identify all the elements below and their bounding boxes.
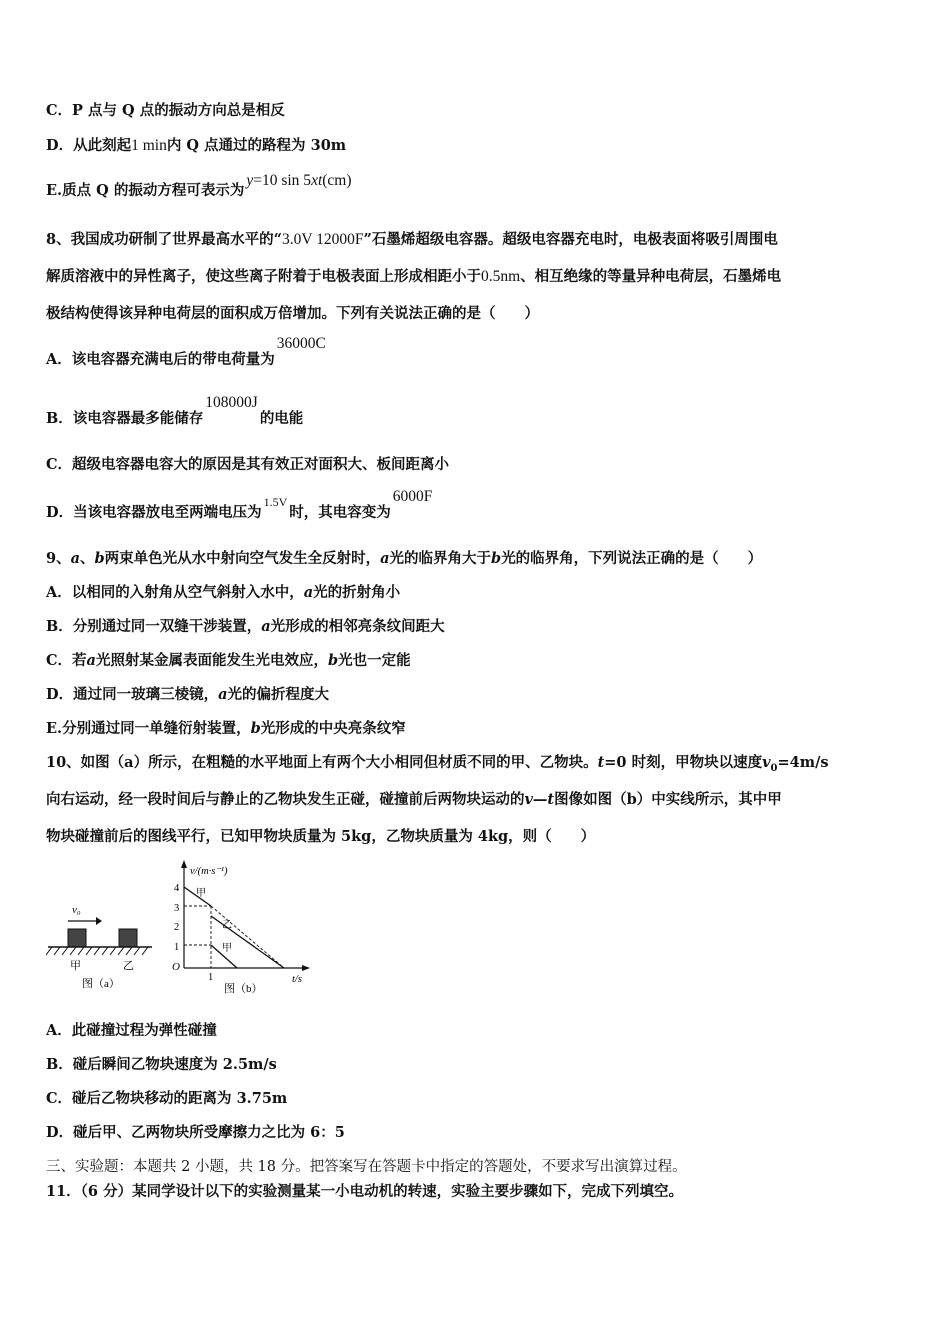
q9-option-c: C．若a光照射某金属表面能发生光电效应，b光也一定能 [46, 652, 411, 669]
option-c-pq: C．P 点与 Q 点的振动方向总是相反 [46, 102, 285, 119]
ground-hatch [46, 947, 148, 955]
x-axis-arrow [302, 965, 310, 971]
caption-b: 图（b） [224, 983, 263, 995]
v0-arrowhead [96, 917, 102, 925]
tick-x-1: 1 [208, 972, 214, 983]
caption-a: 图（a） [82, 978, 120, 990]
q8-line1: 8、我国成功研制了世界最高水平的“3.0V 12000F”石墨烯超级电容器。超级电容器充电时，电极表面将吸引周围电 [46, 231, 778, 248]
q8-option-c: C．超级电容器电容大的原因是其有效正对面积大、板间距离小 [46, 456, 450, 473]
label-jia-bot: 甲 [222, 943, 232, 954]
x-axis-label: t/s [292, 974, 302, 985]
tick-y-3: 3 [174, 903, 180, 914]
section-3-heading: 三、实验题：本题共 2 小题，共 18 分。把答案写在答题卡中指定的答题处，不要求写出演算过程。 [46, 1159, 687, 1175]
origin-label: O [172, 961, 180, 973]
q8-option-a: A．该电容器充满电后的带电荷量为36000C [46, 335, 326, 368]
figure-a [46, 895, 158, 995]
block-jia [68, 929, 86, 947]
label-yi-mid: 乙 [222, 920, 232, 931]
q8-option-d: D．当该电容器放电至两端电压为$^{1.5V}$时，其电容变为6000F [46, 488, 433, 521]
q10-option-a: A．此碰撞过程为弹性碰撞 [46, 1022, 217, 1039]
q8-option-b: B．该电容器最多能储存108000J的电能 [46, 394, 304, 427]
tick-y-4: 4 [174, 883, 180, 894]
q10-option-c: C．碰后乙物块移动的距离为 3.75m [46, 1090, 288, 1107]
label-jia-top: 甲 [196, 888, 206, 899]
q10-option-d: D．碰后甲、乙两物块所受摩擦力之比为 6：5 [46, 1124, 345, 1141]
q10-line2: 向右运动，经一段时间后与静止的乙物块发生正碰，碰撞前后两物块运动的v—t图像如图（b）中实线所示，其中甲 [46, 791, 782, 808]
tick-y-1: 1 [174, 942, 180, 953]
q10-line1: 10、如图（a）所示，在粗糙的水平地面上有两个大小相同但材质不同的甲、乙物块。t=0 时刻，甲物块以速度$v_0=4m/s$ [46, 754, 829, 774]
q10-line3: 物块碰撞前后的图线平行，已知甲物块质量为 5kg，乙物块质量为 4kg，则（ ） [46, 828, 596, 845]
y-axis-label: v/(m·s⁻¹) [190, 866, 228, 877]
v0-label: v₀ [72, 904, 81, 916]
y-axis-arrow [181, 860, 187, 868]
guide-dashes [184, 906, 284, 968]
q9-option-a: A．以相同的入射角从空气斜射入水中，a光的折射角小 [46, 584, 401, 601]
option-d-path: D．从此刻起1 min内 Q 点通过的路程为 30m [46, 137, 347, 154]
q11-stem: 11．（6 分）某同学设计以下的实验测量某一小电动机的转速，实验主要步骤如下，完成下列填空。 [46, 1183, 684, 1200]
q10-option-b: B．碰后瞬间乙物块速度为 2.5m/s [46, 1056, 277, 1073]
q8-line2: 解质溶液中的异性离子，使这些离子附着于电极表面上形成相距小于0.5nm、相互绝缘的等量异种电荷层，石墨烯电 [46, 268, 782, 285]
block-yi [119, 929, 137, 947]
q9-option-e: E.分别通过同一单缝衍射装置，b光形成的中央亮条纹窄 [46, 720, 406, 737]
tick-y-2: 2 [174, 922, 180, 933]
q9-option-b: B．分别通过同一双缝干涉装置，a光形成的相邻亮条纹间距大 [46, 618, 445, 635]
q9-stem: 9、a、b两束单色光从水中射向空气发生全反射时，a光的临界角大于b光的临界角，下列说法正确的是（ ） [46, 550, 763, 567]
option-e-equation: E.质点 Q 的振动方程可表示为y=10 sin 5xt(cm) [46, 172, 352, 199]
q9-option-d: D．通过同一玻璃三棱镜，a光的偏折程度大 [46, 686, 329, 703]
label-jia: 甲 [70, 960, 81, 972]
q8-line3: 极结构使得该异种电荷层的面积成万倍增加。下列有关说法正确的是（ ） [46, 305, 539, 322]
label-yi: 乙 [123, 960, 134, 972]
figure-b-vt-graph [166, 858, 316, 998]
